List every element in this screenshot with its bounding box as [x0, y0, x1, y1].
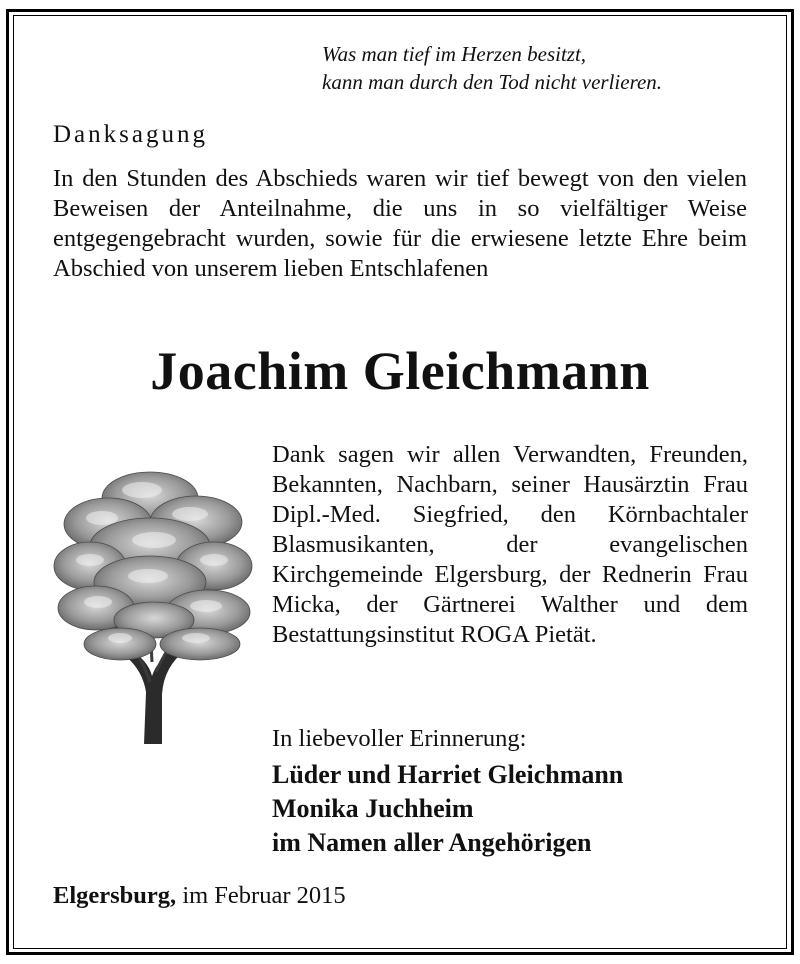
motto-line-2: kann man durch den Tod nicht verlieren.	[322, 70, 663, 94]
motto-line-1: Was man tief im Herzen besitzt,	[322, 42, 587, 66]
signer-1: Lüder und Harriet Gleichmann	[272, 760, 624, 789]
heading-danksagung: Danksagung	[53, 121, 208, 148]
place-date-text: im Februar 2015	[182, 882, 346, 909]
motto-quote	[322, 40, 662, 96]
signers-list	[272, 758, 623, 860]
place-town: Elgersburg,	[53, 882, 177, 909]
memory-line: In liebevoller Erinnerung:	[272, 725, 527, 752]
signer-3: im Namen aller Angehörigen	[272, 828, 592, 857]
tree-illustration	[50, 462, 254, 744]
intro-text: In den Stunden des Abschieds waren wir tief bewegt von den vielen Beweisen der Anteilnahme, die uns in so vielfältiger Weise entgegengebracht wurden, sowie für die erwiesene letzte Ehre beim Abschied von unserem lieben Entschlafenen	[53, 165, 747, 282]
deceased-name: Joachim Gleichmann	[150, 341, 650, 401]
place-date	[53, 882, 346, 910]
signer-2: Monika Juchheim	[272, 794, 474, 823]
intro-paragraph	[53, 164, 747, 284]
thanks-paragraph: Dank sagen wir allen Verwandten, Freunden, Bekannten, Nachbarn, seiner Hausärztin Frau Dipl.-Med. Siegfried, den Körnbachtaler Blasmusikanten, der evangelischen Kirchgemeinde Elgersburg, der Rednerin Frau Micka, der Gärtnerei Walther und dem Bestattungsinstitut ROGA Pietät.	[272, 441, 748, 648]
